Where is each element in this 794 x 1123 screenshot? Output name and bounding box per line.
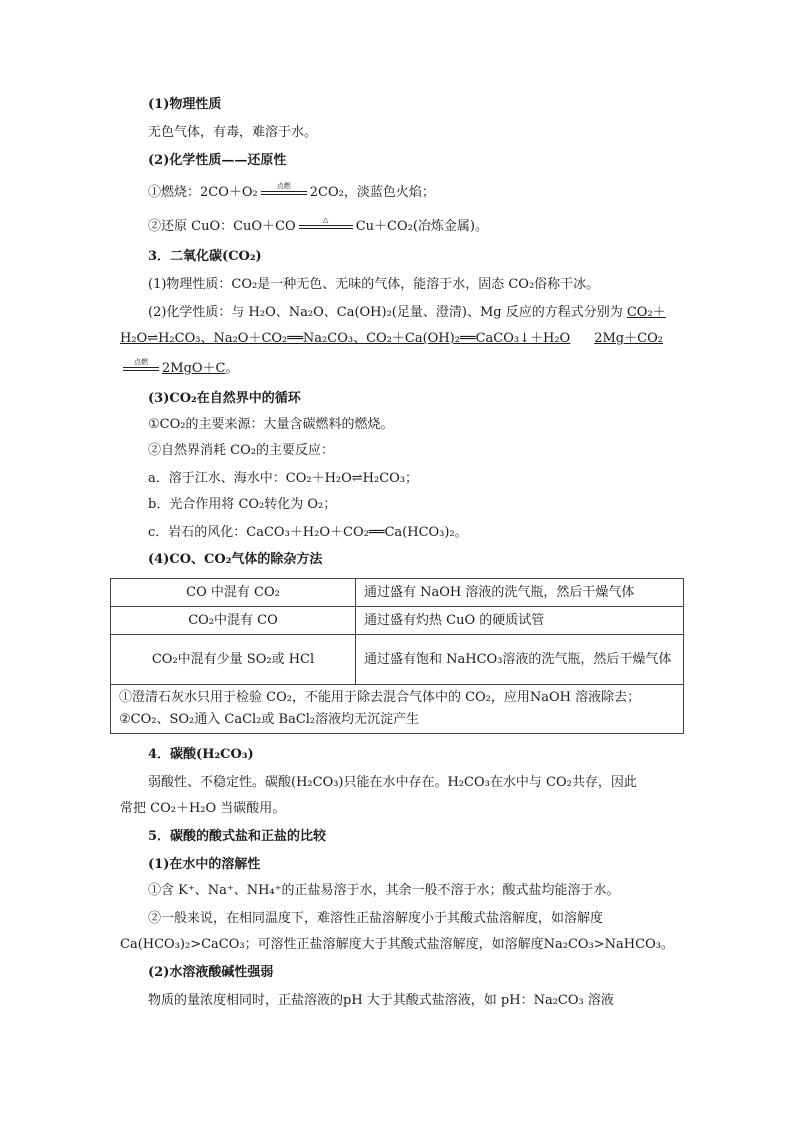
consume-item-a: a．溶于江水、海水中：CO₂＋H₂O⇌H₂CO₃； [148,471,419,486]
acidity-text: 物质的量浓度相同时，正盐溶液的pH 大于其酸式盐溶液，如 pH：Na₂CO₃ 溶液 [148,993,614,1008]
solubility-heading: (1)在水中的溶解性 [148,857,261,872]
table-cell: 通过盛有灼热 CuO 的硬质试管 [356,607,684,635]
co2-chemical-line [148,304,666,322]
co-combustion-line [148,181,435,202]
table-row [111,635,684,685]
consume-item-c: c．岩石的风化：CaCO₃＋H₂O＋CO₂══Ca(HCO₃)₂。 [148,525,468,540]
condition-label: 点燃 [276,181,291,190]
table-cell: 通过盛有 NaOH 溶液的洗气瓶，然后干燥气体 [356,579,684,607]
table-cell: CO 中混有 CO₂ [111,579,356,607]
co2-equation-start: CO₂＋ [626,305,666,320]
co2-equations-line [120,330,663,348]
acidity-heading: (2)水溶液酸碱性强弱 [148,965,274,980]
reaction-condition-sign [261,181,307,195]
solubility-text-2: ②一般来说，在相同温度下，难溶性正盐溶解度小于其酸式盐溶解度，如溶解度 [148,911,604,926]
reaction-condition-sign [299,215,353,229]
co-chemical-heading: (2)化学性质——还原性 [148,153,287,168]
co-combustion-products: 2CO₂，淡蓝色火焰； [309,185,435,200]
co2-source-text: ①CO₂的主要来源：大量含碳燃料的燃烧。 [148,417,394,432]
table-note-row [111,685,684,734]
condition-label: 点燃 [134,357,148,366]
table-row [111,579,684,607]
purification-heading: (4)CO、CO₂气体的除杂方法 [148,552,323,567]
co2-cycle-heading: (3)CO₂在自然界中的循环 [148,391,301,406]
condition-label: △ [323,215,329,224]
table-note-2: ②CO₂、SO₂通入 CaCl₂或 BaCl₂溶液均无沉淀产生 [119,712,420,727]
section-3-title: 3．二氧化碳(CO₂) [148,249,262,264]
co2-chemical-text: (2)化学性质：与 H₂O、Na₂O、Ca(OH)₂(足量、澄清)、Mg 反应的方程式分别为 [148,305,627,320]
co-combustion-reactants: ①燃烧：2CO＋O₂ [148,185,258,200]
mg-co2-equation: 2Mg＋CO₂ [594,331,663,346]
reaction-condition-sign [123,357,159,371]
table-note-1: ①澄清石灰水只用于检验 CO₂，不能用于除去混合气体中的 CO₂，应用NaOH 溶液除去； [119,690,641,705]
mg-co2-product-line: 点燃 2MgO＋C。 [120,360,239,378]
mg-co2-products: 2MgO＋C [162,361,226,376]
section-5-title: 5．碳酸的酸式盐和正盐的比较 [148,829,327,844]
purification-table [110,578,684,734]
co-physical-heading: (1)物理性质 [148,97,222,112]
co-reduce-products: Cu＋CO₂(冶炼金属)。 [355,219,488,234]
co-reduce-cuo-line [148,215,488,236]
consume-item-b: b．光合作用将 CO₂转化为 O₂； [148,497,337,512]
table-row [111,607,684,635]
solubility-text-3: Ca(HCO₃)₂>CaCO₃；可溶性正盐溶解度大于其酸式盐溶解度，如溶解度Na₂CO₃>NaHCO₃。 [120,937,674,952]
solubility-text-1: ①含 K⁺、Na⁺、NH₄⁺的正盐易溶于水，其余一般不溶于水；酸式盐均能溶于水。 [148,883,620,898]
table-notes [111,685,684,734]
co2-consume-text: ②自然界消耗 CO₂的主要反应： [148,443,334,458]
table-cell: 通过盛有饱和 NaHCO₃溶液的洗气瓶，然后干燥气体 [356,635,684,685]
carbonic-acid-text-1: 弱酸性、不稳定性。碳酸(H₂CO₃)只能在水中存在。H₂CO₃在水中与 CO₂共存，因此 [148,775,637,790]
section-4-title: 4．碳酸(H₂CO₃) [148,747,254,762]
table-cell: CO₂中混有 CO [111,607,356,635]
co-physical-text: 无色气体，有毒，难溶于水。 [148,125,318,140]
co2-physical-text: (1)物理性质：CO₂是一种无色、无味的气体，能溶于水，固态 CO₂俗称干冰。 [148,277,600,292]
carbonic-acid-text-2: 常把 CO₂＋H₂O 当碳酸用。 [120,801,286,816]
co-reduce-reactants: ②还原 CuO：CuO＋CO [148,219,296,234]
co2-equations: H₂O⇌H₂CO₃、Na₂O＋CO₂══Na₂CO₃、CO₂＋Ca(OH)₂══CaCO₃↓＋H₂O [120,331,571,346]
table-cell: CO₂中混有少量 SO₂或 HCl [111,635,356,685]
